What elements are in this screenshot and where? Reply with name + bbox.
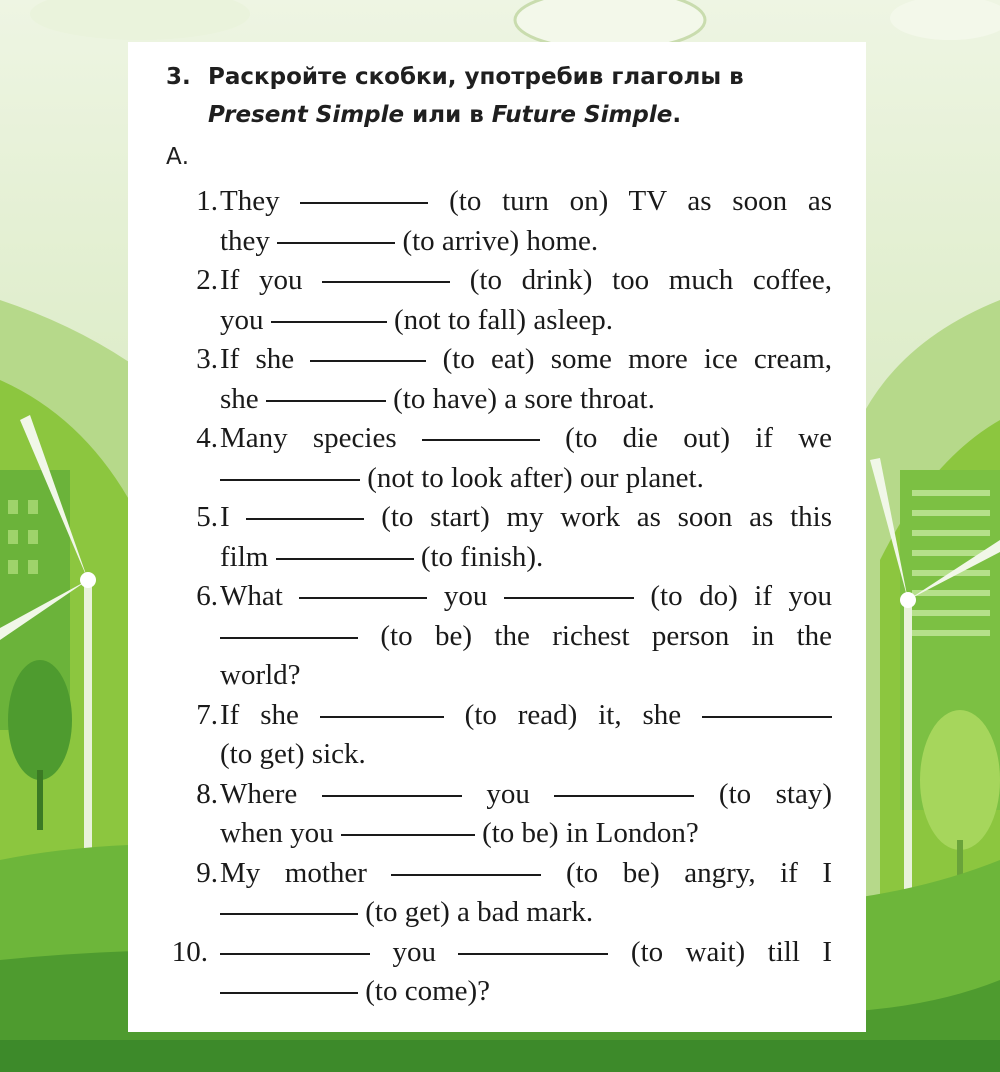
exercise-list: [128, 182, 866, 1012]
exercise-text: you: [443, 580, 488, 612]
exercise-number: 1.: [196, 185, 218, 217]
exercise-text: (to have) a sore throat.: [393, 382, 655, 415]
exercise-line: [220, 222, 832, 262]
exercise-number: 5.: [196, 501, 218, 533]
exercise-text: (to finish).: [420, 540, 544, 573]
exercise-text: (not to look after) our planet.: [367, 461, 704, 494]
exercise-item: [128, 419, 866, 498]
answer-blank[interactable]: [220, 952, 370, 955]
answer-blank[interactable]: [422, 438, 540, 441]
exercise-text: (not to fall) asleep.: [394, 303, 614, 336]
exercise-text: I: [220, 501, 230, 533]
answer-blank[interactable]: [299, 596, 427, 599]
exercise-item: [128, 340, 866, 419]
exercise-text: (to do) if you: [650, 580, 833, 612]
exercise-text: film: [220, 540, 269, 573]
exercise-line: [220, 656, 832, 696]
section-label: А.: [166, 144, 190, 170]
exercise-text: What: [220, 580, 283, 612]
answer-blank[interactable]: [271, 320, 387, 323]
answer-blank[interactable]: [554, 794, 694, 797]
answer-blank[interactable]: [276, 557, 414, 560]
answer-blank[interactable]: [322, 794, 462, 797]
exercise-line: [220, 814, 832, 854]
exercise-text: (to get) sick.: [220, 738, 366, 770]
task-instructions: [166, 58, 846, 134]
exercise-line: [220, 261, 832, 301]
exercise-text: (to start) my work as soon as this: [381, 501, 832, 533]
exercise-line: [220, 538, 832, 578]
answer-blank[interactable]: [320, 715, 444, 718]
answer-blank[interactable]: [341, 833, 475, 836]
task-number: 3.: [166, 64, 191, 90]
exercise-item: [128, 498, 866, 577]
exercise-line: [220, 340, 832, 380]
exercise-text: you: [392, 935, 436, 968]
exercise-text: (to be) the richest person in the: [380, 619, 832, 652]
exercise-line: [220, 775, 832, 815]
exercise-number: 7.: [196, 698, 218, 731]
exercise-text: My mother: [220, 856, 367, 889]
exercise-number: 9.: [196, 856, 218, 889]
tense-future-simple: Future Simple: [491, 102, 673, 128]
exercise-item: [128, 261, 866, 340]
exercise-number: 4.: [196, 422, 218, 454]
answer-blank[interactable]: [702, 715, 832, 718]
answer-blank[interactable]: [322, 280, 450, 283]
exercise-text: she: [220, 382, 259, 415]
exercise-text: when you: [220, 817, 334, 849]
exercise-item: [128, 182, 866, 261]
exercise-text: (to wait) till I: [630, 935, 832, 968]
exercise-text: Many species: [220, 422, 397, 454]
exercise-text: they: [220, 224, 270, 257]
exercise-text: (to be) in London?: [482, 817, 699, 849]
exercise-text: world?: [220, 659, 301, 691]
answer-blank[interactable]: [220, 991, 358, 994]
exercise-line: [220, 854, 832, 894]
exercise-line: [220, 419, 832, 459]
exercise-item: [128, 696, 866, 775]
answer-blank[interactable]: [220, 636, 358, 639]
exercise-text: (to drink) too much coffee,: [469, 264, 832, 296]
exercise-text: (to arrive) home.: [402, 224, 599, 257]
exercise-line: [220, 972, 832, 1012]
task-title-line1: Раскройте скобки, употребив глаголы в: [208, 64, 744, 90]
exercise-number: 3.: [196, 343, 218, 375]
exercise-number: 6.: [196, 580, 218, 612]
exercise-line: [220, 380, 832, 420]
exercise-text: (to stay): [718, 777, 833, 810]
answer-blank[interactable]: [220, 478, 360, 481]
answer-blank[interactable]: [310, 359, 426, 362]
exercise-number: 8.: [196, 777, 218, 810]
exercise-line: [220, 696, 832, 736]
exercise-text: They: [220, 185, 280, 217]
exercise-number: 2.: [196, 264, 218, 296]
exercise-text: (to come)?: [365, 975, 491, 1007]
exercise-line: [220, 182, 832, 222]
exercise-line: [220, 498, 832, 538]
exercise-text: (to die out) if we: [565, 422, 833, 454]
exercise-line: [220, 933, 832, 973]
exercise-item: [128, 854, 866, 933]
exercise-line: [220, 301, 832, 341]
exercise-text: you: [486, 777, 530, 810]
exercise-text: If she: [220, 698, 299, 731]
answer-blank[interactable]: [220, 912, 358, 915]
task-connector: или в: [412, 102, 484, 128]
answer-blank[interactable]: [458, 952, 608, 955]
exercise-line: [220, 577, 832, 617]
tense-present-simple: Present Simple: [208, 102, 405, 128]
answer-blank[interactable]: [504, 596, 634, 599]
answer-blank[interactable]: [277, 241, 395, 244]
exercise-number: 10.: [171, 935, 208, 968]
exercise-text: you: [220, 303, 264, 336]
exercise-line: [220, 735, 832, 775]
exercise-text: If you: [220, 264, 303, 296]
exercise-text: Where: [220, 777, 298, 810]
answer-blank[interactable]: [391, 873, 541, 876]
exercise-text: (to read) it, she: [464, 698, 682, 731]
exercise-text: (to turn on) TV as soon as: [449, 185, 833, 217]
exercise-item: [128, 933, 866, 1012]
exercise-text: (to be) angry, if I: [565, 856, 833, 889]
exercise-line: [220, 617, 832, 657]
exercise-item: [128, 577, 866, 696]
exercise-text: (to get) a bad mark.: [365, 896, 594, 928]
answer-blank[interactable]: [300, 201, 428, 204]
exercise-text: If she: [220, 343, 295, 375]
exercise-line: [220, 459, 832, 499]
exercise-line: [220, 893, 832, 933]
worksheet-page: [128, 42, 866, 1032]
task-title-end: .: [672, 102, 682, 128]
answer-blank[interactable]: [246, 517, 364, 520]
answer-blank[interactable]: [266, 399, 386, 402]
exercise-text: (to eat) some more ice cream,: [442, 343, 833, 375]
exercise-item: [128, 775, 866, 854]
